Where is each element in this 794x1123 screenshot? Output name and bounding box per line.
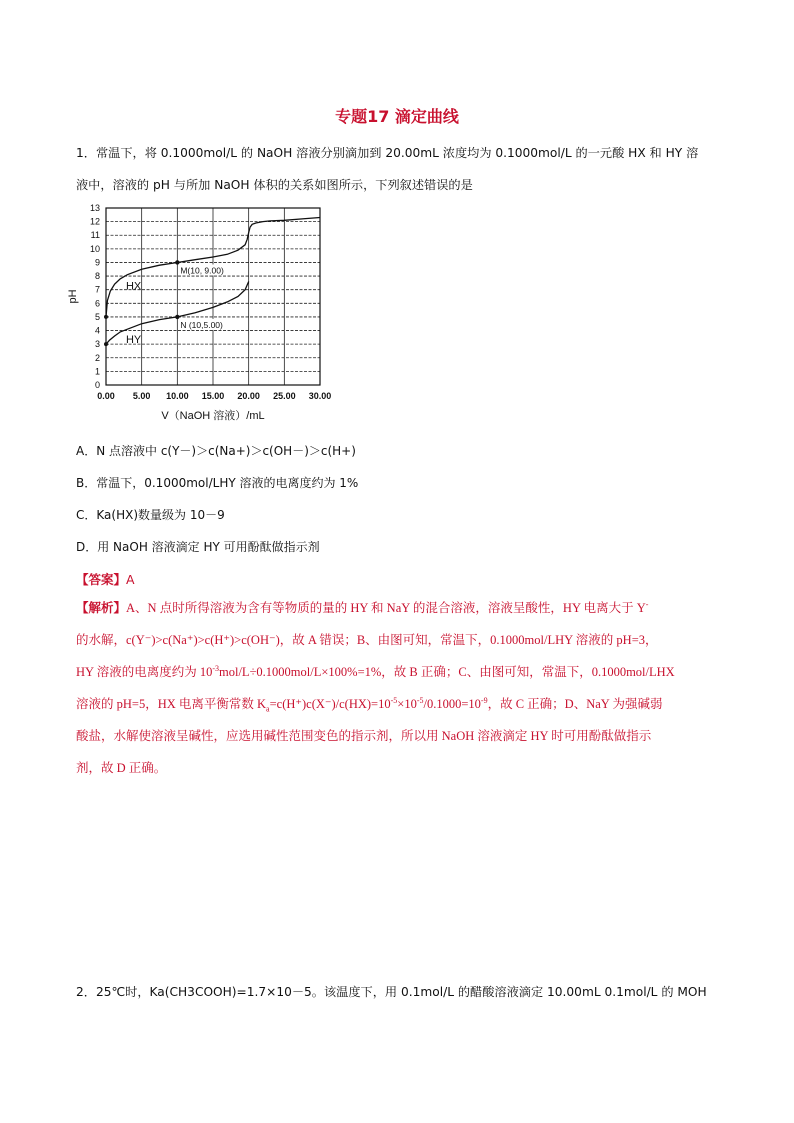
answer-line bbox=[76, 570, 135, 588]
analysis-line-4-text-c: ×10 bbox=[397, 697, 417, 711]
analysis-sup: -9 bbox=[480, 695, 488, 705]
x-tick-label: 15.00 bbox=[201, 391, 225, 401]
y-tick-label: 12 bbox=[89, 216, 100, 227]
y-tick-label: 13 bbox=[89, 203, 100, 213]
analysis-line-4-text-b: =c(H⁺)c(X⁻)/c(HX)=10 bbox=[269, 697, 391, 711]
point-marker bbox=[175, 315, 179, 319]
x-tick-label: 10.00 bbox=[166, 391, 189, 401]
y-tick-label: 10 bbox=[89, 243, 100, 254]
option-d: D．用 NaOH 溶液滴定 HY 可用酚酞做指示剂 bbox=[76, 540, 320, 554]
y-tick-label: 11 bbox=[90, 230, 100, 241]
y-tick-label: 3 bbox=[94, 339, 100, 350]
y-tick-label: 1 bbox=[94, 366, 100, 377]
analysis-line-2-text-a: 的水解，c(Y bbox=[76, 633, 145, 647]
question-2-text-line-1: 2．25℃时，Ka(CH3COOH)=1.7×10－5。该温度下，用 0.1mol/L 的醋酸溶液滴定 10.00mL 0.1mol/L 的 MOH bbox=[76, 985, 707, 999]
option-b: B．常温下，0.1000mol/LHY 溶液的电离度约为 1% bbox=[76, 476, 359, 490]
y-tick-label: 5 bbox=[94, 311, 100, 322]
analysis-tag: 【解析】 bbox=[76, 600, 127, 615]
answer-value: A bbox=[126, 572, 135, 587]
y-axis-label: pH bbox=[67, 289, 79, 304]
analysis-line-4-text-a: 溶液的 pH=5，HX 电离平衡常数 K bbox=[76, 697, 267, 711]
page-title: 专题17 滴定曲线 bbox=[335, 107, 459, 126]
analysis-line-3-text-a: HY 溶液的电离度约为 10 bbox=[76, 665, 213, 679]
analysis-line-6-text: 剂，故 D 正确。 bbox=[76, 761, 167, 775]
analysis-line-3-text-b: mol/L÷0.1000mol/L×100%=1%，故 B 正确；C、由图可知，常温下，0.1000mol/LHX bbox=[219, 665, 675, 679]
y-tick-label: 7 bbox=[94, 284, 100, 295]
x-axis-label: V（NaOH 溶液）/mL bbox=[161, 410, 265, 422]
start-point bbox=[104, 315, 108, 319]
x-tick-label: 30.00 bbox=[308, 391, 332, 401]
y-tick-label: 8 bbox=[94, 271, 100, 282]
option-a: A．N 点溶液中 c(Y－)＞c(Na+)＞c(OH－)＞c(H+) bbox=[76, 444, 356, 458]
series-label-hx: HX bbox=[125, 280, 142, 293]
analysis-sup: -5 bbox=[390, 695, 398, 705]
analysis-line-6 bbox=[76, 760, 726, 776]
y-tick-label: 6 bbox=[94, 298, 100, 309]
x-tick-label: 25.00 bbox=[273, 391, 296, 401]
analysis-line-4-text-e: ，故 C 正确；D、NaY 为强碱弱 bbox=[487, 697, 663, 711]
analysis-sup: - bbox=[645, 599, 649, 609]
y-tick-label: 4 bbox=[94, 325, 100, 336]
chart-grid bbox=[106, 208, 320, 385]
question-1-text-line-1: 1．常温下，将 0.1000mol/L 的 NaOH 溶液分别滴加到 20.00mL 浓度均为 0.1000mol/L 的一元酸 HX 和 HY 溶 bbox=[76, 146, 699, 160]
analysis-line-5-text: 酸盐，水解使溶液呈碱性，应选用碱性范围变色的指示剂，所以用 NaOH 溶液滴定 HY 时可用酚酞做指示 bbox=[76, 729, 652, 743]
x-tick-label: 5.00 bbox=[132, 391, 151, 401]
analysis-line-4 bbox=[76, 696, 726, 712]
analysis-line-1 bbox=[76, 600, 726, 616]
analysis-sup: -5 bbox=[416, 695, 424, 705]
analysis-line-2-text-b: ⁻)>c(Na⁺)>c(H⁺)>c(OH⁻)，故 A 错误；B、由图可知，常温下，0.1000mol/LHY 溶液的 pH=3， bbox=[144, 633, 658, 647]
analysis-line-5 bbox=[76, 728, 726, 744]
analysis-line-2 bbox=[76, 632, 726, 648]
analysis-line-1-text: A、N 点时所得溶液为含有等物质的量的 HY 和 NaY 的混合溶液，溶液呈酸性，HY 电离大于 Y bbox=[126, 601, 646, 615]
answer-tag: 【答案】 bbox=[76, 572, 127, 587]
option-c: C．Ka(HX)数量级为 10－9 bbox=[76, 508, 225, 522]
x-tick-label: 20.00 bbox=[237, 391, 260, 401]
y-tick-label: 9 bbox=[94, 257, 100, 268]
analysis-sup: -3 bbox=[212, 663, 220, 673]
start-point bbox=[104, 342, 108, 346]
point-label: N (10,5.00) bbox=[180, 319, 223, 330]
analysis-line-3 bbox=[76, 664, 726, 680]
y-tick-label: 0 bbox=[94, 380, 100, 390]
chart-svg bbox=[66, 196, 346, 436]
titration-chart bbox=[66, 196, 346, 436]
question-1-text-line-2: 液中，溶液的 pH 与所加 NaOH 体积的关系如图所示，下列叙述错误的是 bbox=[76, 178, 473, 192]
point-label: M(10, 9.00) bbox=[180, 265, 224, 276]
analysis-sub: a bbox=[266, 704, 270, 714]
series-label-hy: HY bbox=[125, 333, 142, 346]
analysis-line-4-text-d: /0.1000=10 bbox=[423, 697, 481, 711]
point-marker bbox=[175, 260, 179, 264]
x-tick-label: 0.00 bbox=[97, 391, 115, 401]
y-tick-label: 2 bbox=[94, 352, 100, 363]
